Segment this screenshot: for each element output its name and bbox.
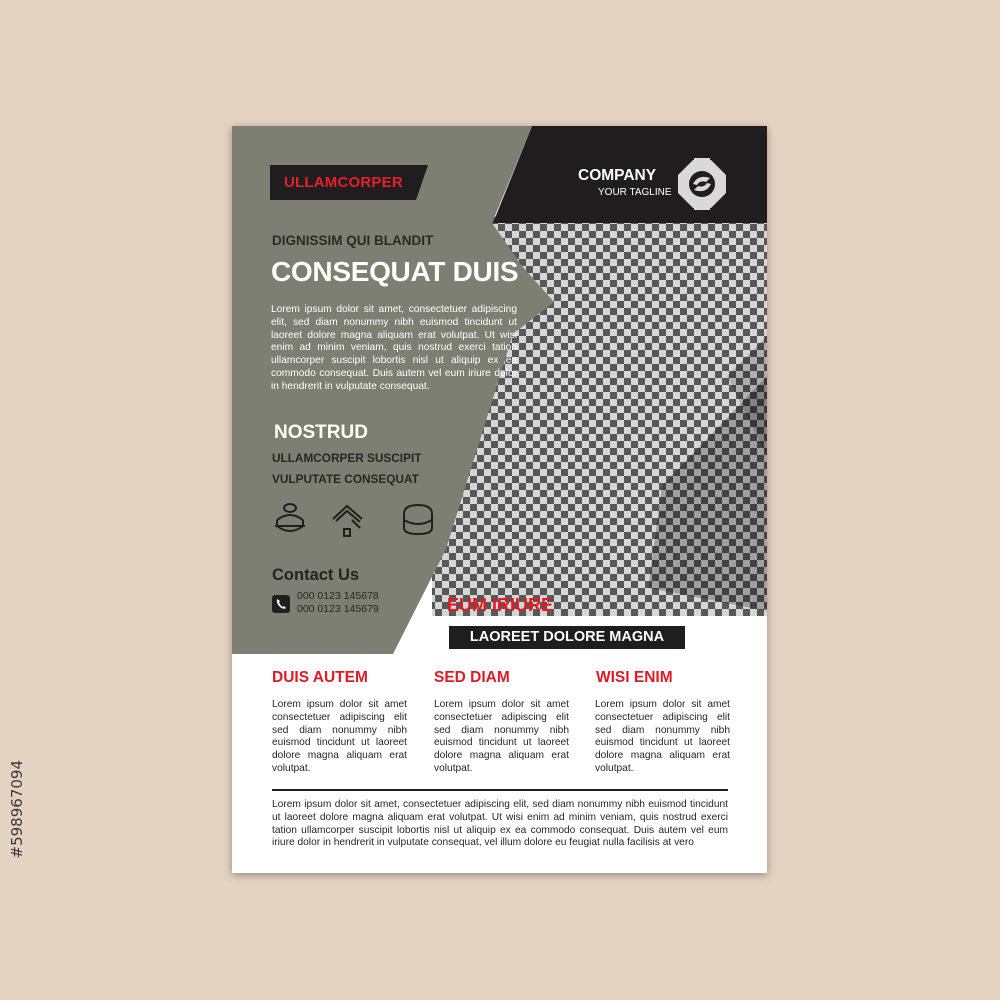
column-2-body: Lorem ipsum dolor sit amet consectetuer adipiscing elit sed diam nonummy nibh euismod tincidunt ut laoreet dolore magna aliquam erat volutpat. xyxy=(434,699,569,774)
stock-id-text: #598967094 xyxy=(8,760,26,859)
intro-subhead: DIGNISSIM QUI BLANDIT xyxy=(272,233,434,248)
badge-label: ULLAMCORPER xyxy=(284,174,403,191)
phone-number-2: 000 0123 145679 xyxy=(297,603,379,615)
home-icon xyxy=(330,502,366,538)
company-name: COMPANY xyxy=(578,167,657,184)
column-3-body: Lorem ipsum dolor sit amet consectetuer adipiscing elit sed diam nonummy nibh euismod tincidunt ut laoreet dolore magna aliquam erat volutpat. xyxy=(595,699,730,774)
phone-number-1: 000 0123 145678 xyxy=(297,590,379,602)
feature-title: EUM IRIURE xyxy=(447,595,554,615)
nostrud-line-2: VULPUTATE CONSEQUAT xyxy=(272,472,419,486)
column-2-title: SED DIAM xyxy=(434,669,510,686)
intro-paragraph: Lorem ipsum dolor sit amet, consectetuer adipiscing elit, sed diam nonummy nibh euismod tincidunt ut laoreet dolore magna aliquam erat volutpat. Ut wisi enim ad minim veniam, quis nostrud exerci tation ullamcorper suscipit lobortis nisl ut aliquip ex ea commodo consequat. Duis autem vel eum iriure dolor in hendrerit in vulputate consequat. xyxy=(271,304,517,392)
intro-headline: CONSEQUAT DUIS xyxy=(271,256,519,287)
contact-title: Contact Us xyxy=(272,566,360,584)
nostrud-line-1: ULLAMCORPER SUSCIPIT xyxy=(272,451,422,465)
company-logo-icon xyxy=(676,158,728,210)
nostrud-title: NOSTRUD xyxy=(274,422,368,443)
column-1-title: DUIS AUTEM xyxy=(272,669,368,686)
column-1-body: Lorem ipsum dolor sit amet consectetuer adipiscing elit sed diam nonummy nibh euismod tincidunt ut laoreet dolore magna aliquam erat volutpat. xyxy=(272,699,407,774)
footer-paragraph: Lorem ipsum dolor sit amet, consectetuer adipiscing elit, sed diam nonummy nibh euismod tincidunt ut laoreet dolore magna aliquam erat volutpat. Ut wisi enim ad minim veniam, quis nostrud exerci tation ullamcorper suscipit lobortis nisl ut aliquip ex ea commodo consequat. Duis autem vel eum iriure dolor in hendrerit in vulputate consequat, vel illum dolore eu feugiat nulla facilisis at vero xyxy=(272,799,728,849)
person-icon xyxy=(272,502,308,538)
column-3-title: WISI ENIM xyxy=(596,669,673,686)
divider xyxy=(272,789,728,791)
flyer xyxy=(232,126,767,873)
feature-banner: LAOREET DOLORE MAGNA xyxy=(449,626,685,649)
company-tagline: YOUR TAGLINE xyxy=(598,187,672,198)
phone-icon xyxy=(272,595,290,613)
helmet-icon xyxy=(400,502,436,538)
